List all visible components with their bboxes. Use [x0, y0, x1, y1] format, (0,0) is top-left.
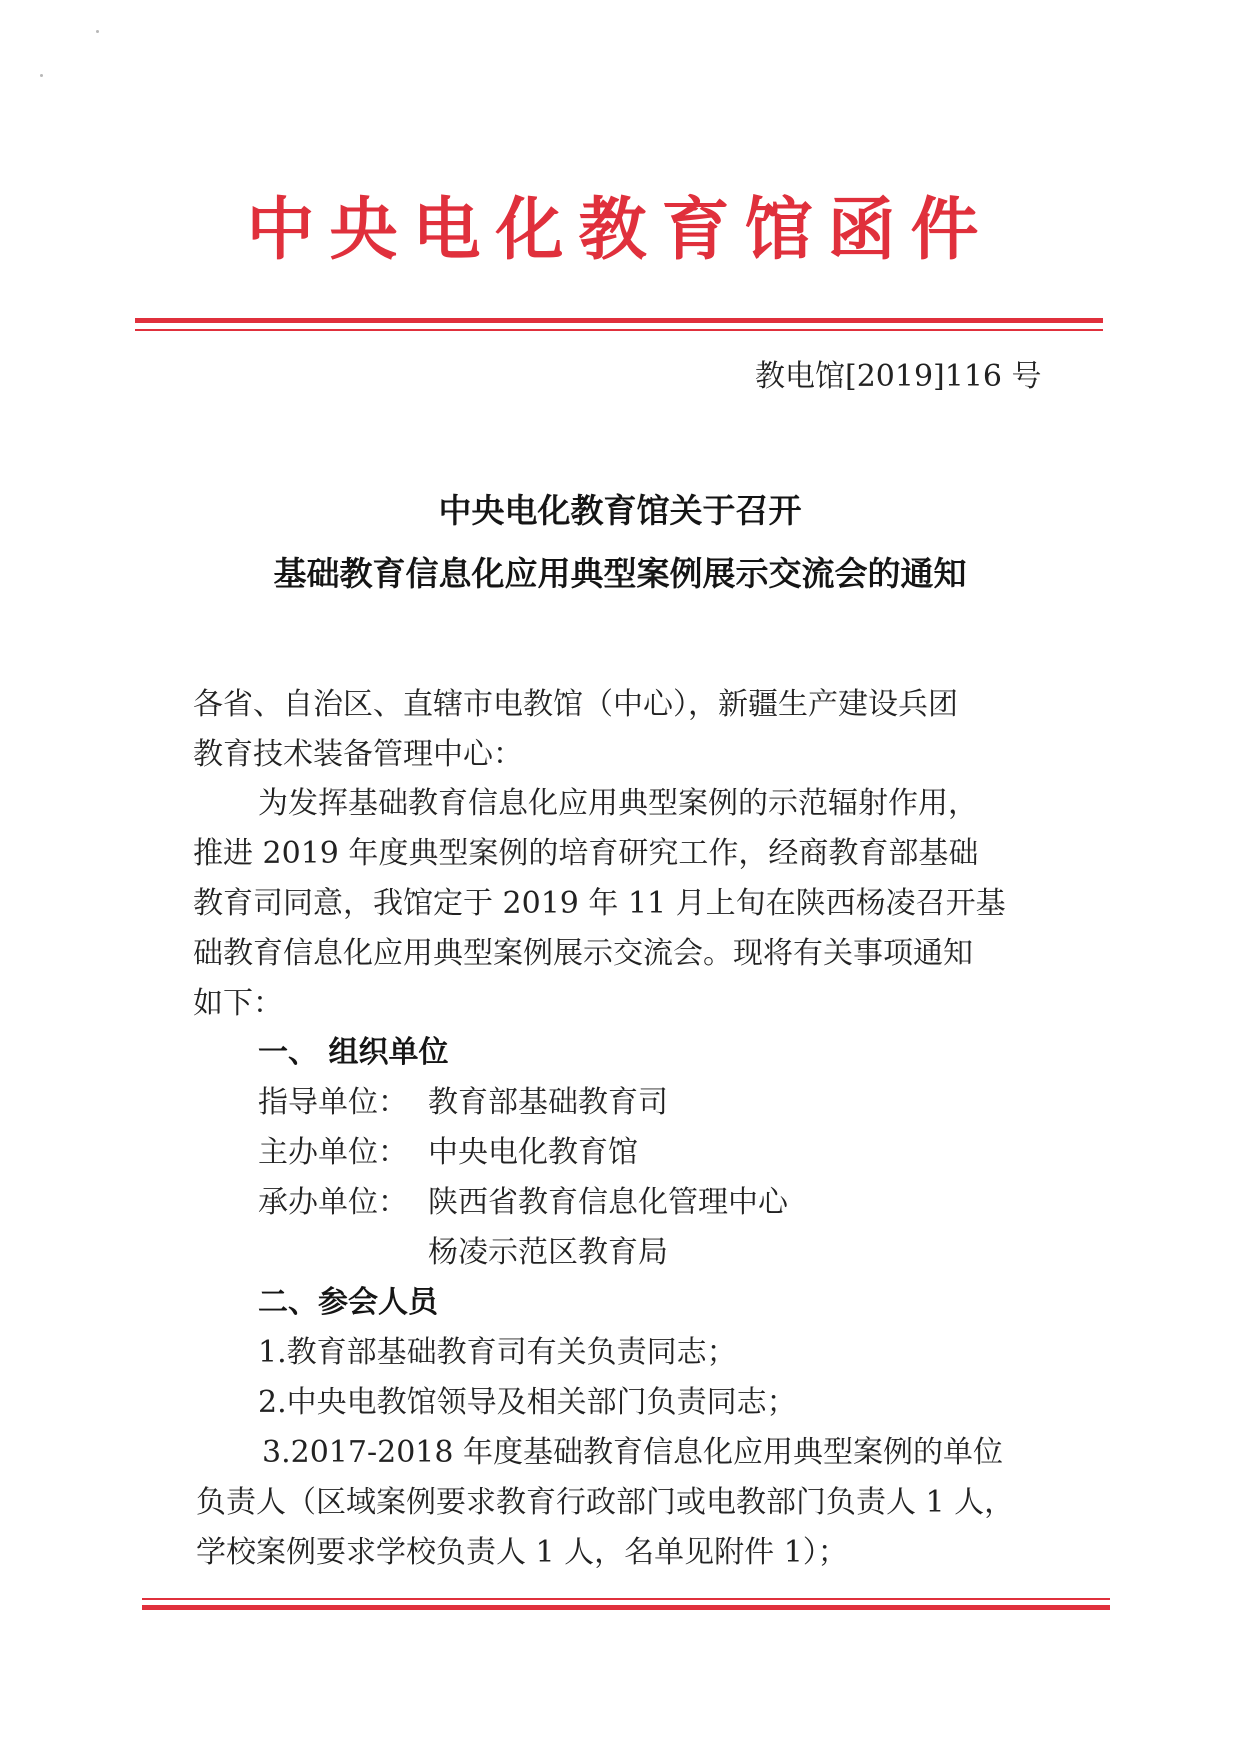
attendee-item-3: 3.2017-2018 年度基础教育信息化应用典型案例的单位 — [262, 1435, 1003, 1470]
top-rule-thick — [135, 318, 1103, 323]
intro-line-2: 推进 2019 年度典型案例的培育研究工作，经商教育部基础 — [193, 836, 979, 871]
guide-unit-label: 指导单位： — [258, 1085, 408, 1120]
notice-title-line-1: 中央电化教育馆关于召开 — [438, 491, 802, 530]
section-1-heading: 一、 组织单位 — [258, 1035, 449, 1070]
salutation-line-1: 各省、自治区、直辖市电教馆（中心），新疆生产建设兵团 — [193, 687, 958, 722]
intro-line-4: 础教育信息化应用典型案例展示交流会。现将有关事项通知 — [193, 936, 973, 971]
attendee-item-3-continuation-1: 负责人（区域案例要求教育行政部门或电教部门负责人 1 人， — [196, 1485, 1015, 1520]
letterhead-title: 中央电化教育馆函件 — [246, 190, 994, 270]
document-number: 教电馆[2019]116 号 — [755, 359, 1042, 394]
host-unit-value: 中央电化教育馆 — [428, 1135, 638, 1170]
attendee-item-2: 2.中央电教馆领导及相关部门负责同志； — [258, 1385, 797, 1420]
top-rule-thin — [135, 329, 1103, 331]
organizer-unit-value-2: 杨凌示范区教育局 — [428, 1235, 668, 1270]
notice-title-line-2: 基础教育信息化应用典型案例展示交流会的通知 — [273, 554, 967, 593]
attendee-item-3-continuation-2: 学校案例要求学校负责人 1 人，名单见附件 1）； — [196, 1535, 848, 1570]
intro-line-3: 教育司同意，我馆定于 2019 年 11 月上旬在陕西杨凌召开基 — [193, 886, 1006, 921]
intro-line-5: 如下： — [193, 986, 283, 1021]
bottom-rule-thick — [142, 1605, 1110, 1610]
section-2-heading: 二、参会人员 — [258, 1285, 438, 1320]
scan-speck — [96, 30, 99, 33]
organizer-unit-value-1: 陕西省教育信息化管理中心 — [428, 1185, 788, 1220]
intro-line-1: 为发挥基础教育信息化应用典型案例的示范辐射作用， — [258, 786, 978, 821]
host-unit-label: 主办单位： — [258, 1135, 408, 1170]
organizer-unit-label: 承办单位： — [258, 1185, 408, 1220]
scan-speck — [40, 74, 43, 77]
salutation-line-2: 教育技术装备管理中心： — [193, 737, 523, 772]
bottom-rule-thin — [142, 1598, 1110, 1600]
guide-unit-value: 教育部基础教育司 — [428, 1085, 668, 1120]
attendee-item-1: 1.教育部基础教育司有关负责同志； — [258, 1335, 737, 1370]
